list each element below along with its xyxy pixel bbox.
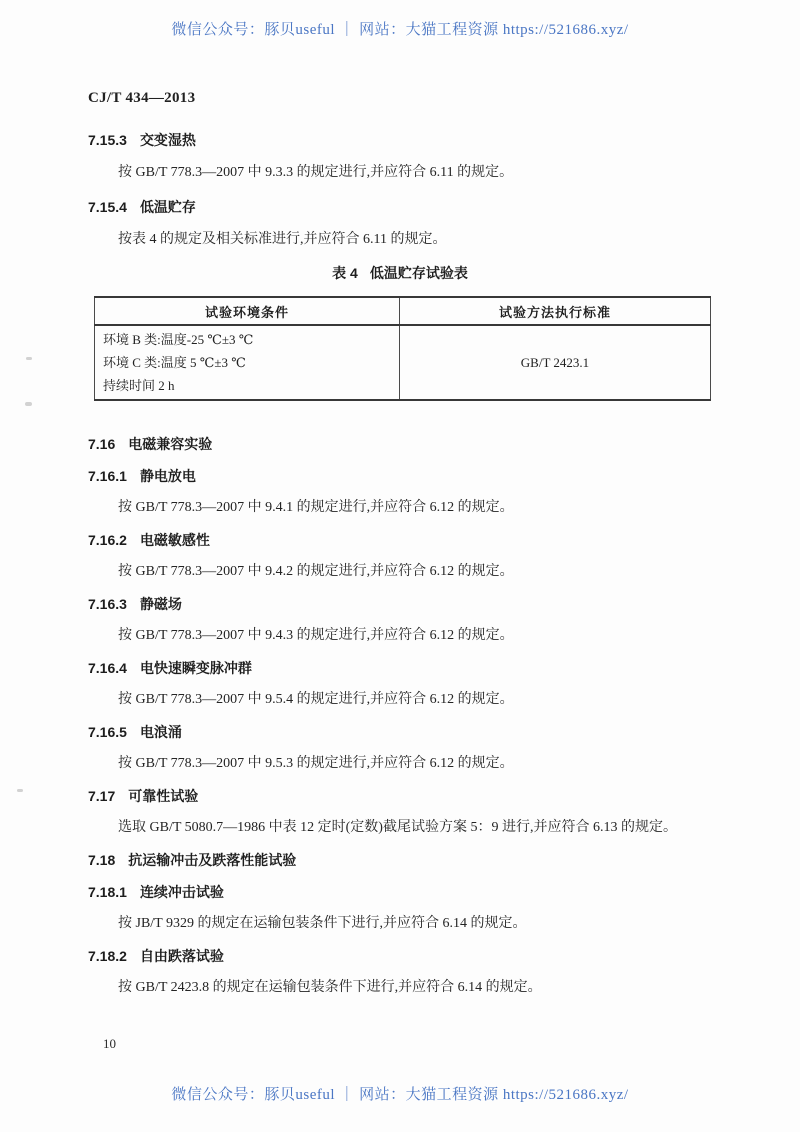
section-number: 7.16.2 [88, 532, 127, 548]
section-heading-7-16-3 [88, 595, 712, 613]
section-title: 电快速瞬变脉冲群 [139, 660, 252, 676]
section-number: 7.17 [88, 788, 116, 804]
section-title: 抗运输冲击及跌落性能试验 [128, 852, 297, 868]
body-paragraph: 选取 GB/T 5080.7—1986 中表 12 定时(定数)截尾试验方案 5：9 进行,并应符合 6.13 的规定。 [118, 820, 677, 835]
scan-artifact [25, 402, 32, 406]
section-title: 电浪涌 [139, 724, 182, 740]
section-heading-7-17 [88, 787, 712, 805]
section-heading-7-18-2 [88, 947, 712, 965]
section-heading-7-18-1 [88, 883, 712, 901]
low-temp-storage-test-table [94, 296, 711, 401]
body-paragraph: 按 GB/T 778.3—2007 中 9.4.3 的规定进行,并应符合 6.12 的规定。 [118, 628, 514, 643]
condition-line: 持续时间 2 h [103, 378, 175, 393]
section-heading-7-16-1 [88, 467, 712, 485]
section-heading-7-15-4 [88, 198, 712, 216]
section-number: 7.16.5 [88, 724, 127, 740]
section-number: 7.18 [88, 852, 116, 868]
section-heading-7-18 [88, 851, 712, 869]
standard-cell: GB/T 2423.1 [400, 325, 711, 400]
section-number: 7.15.4 [88, 199, 127, 215]
body-paragraph: 按表 4 的规定及相关标准进行,并应符合 6.11 的规定。 [118, 232, 447, 247]
table-caption [88, 263, 712, 283]
section-number: 7.16.3 [88, 596, 127, 612]
column-header-standard: 试验方法执行标准 [400, 297, 711, 325]
body-paragraph: 按 GB/T 2423.8 的规定在运输包装条件下进行,并应符合 6.14 的规定。 [118, 980, 542, 995]
page-number: 10 [103, 1036, 116, 1051]
body-paragraph: 按 GB/T 778.3—2007 中 9.3.3 的规定进行,并应符合 6.11 的规定。 [118, 165, 514, 180]
section-title: 静电放电 [139, 468, 196, 484]
scan-artifact [17, 789, 23, 792]
section-title: 自由跌落试验 [139, 948, 224, 964]
condition-line: 环境 C 类:温度 5 ℃±3 ℃ [103, 355, 246, 370]
table-header-row [95, 297, 711, 325]
standard-number: CJ/T 434—2013 [88, 90, 196, 106]
section-number: 7.16.1 [88, 468, 127, 484]
section-heading-7-15-3 [88, 131, 712, 149]
watermark-top: 微信公众号：豚贝useful ｜ 网站：大猫工程资源 https://521686.xyz/ [171, 22, 629, 38]
section-heading-7-16-2 [88, 531, 712, 549]
section-title: 静磁场 [139, 596, 182, 612]
body-paragraph: 按 JB/T 9329 的规定在运输包装条件下进行,并应符合 6.14 的规定。 [118, 916, 527, 931]
page-content [88, 90, 712, 997]
section-title: 可靠性试验 [128, 788, 199, 804]
section-title: 交变湿热 [139, 132, 196, 148]
section-number: 7.18.2 [88, 948, 127, 964]
section-number: 7.16.4 [88, 660, 127, 676]
section-title: 电磁兼容实验 [128, 436, 213, 452]
section-heading-7-16-5 [88, 723, 712, 741]
body-paragraph: 按 GB/T 778.3—2007 中 9.4.2 的规定进行,并应符合 6.12 的规定。 [118, 564, 514, 579]
watermark-bottom: 微信公众号：豚贝useful ｜ 网站：大猫工程资源 https://521686.xyz/ [171, 1087, 629, 1103]
section-title: 电磁敏感性 [139, 532, 210, 548]
section-number: 7.15.3 [88, 132, 127, 148]
body-paragraph: 按 GB/T 778.3—2007 中 9.5.3 的规定进行,并应符合 6.12 的规定。 [118, 756, 514, 771]
table-caption-title: 低温贮存试验表 [369, 265, 468, 281]
body-paragraph: 按 GB/T 778.3—2007 中 9.4.1 的规定进行,并应符合 6.12 的规定。 [118, 500, 514, 515]
section-heading-7-16 [88, 435, 712, 453]
condition-line: 环境 B 类:温度-25 ℃±3 ℃ [103, 332, 254, 347]
section-title: 低温贮存 [139, 199, 196, 215]
section-title: 连续冲击试验 [139, 884, 224, 900]
section-number: 7.18.1 [88, 884, 127, 900]
section-number: 7.16 [88, 436, 116, 452]
scan-artifact [26, 357, 32, 360]
table-caption-number: 表 4 [332, 265, 358, 281]
column-header-environment: 试验环境条件 [95, 297, 400, 325]
section-heading-7-16-4 [88, 659, 712, 677]
environment-conditions-cell [95, 325, 400, 400]
table-row [95, 325, 711, 400]
body-paragraph: 按 GB/T 778.3—2007 中 9.5.4 的规定进行,并应符合 6.12 的规定。 [118, 692, 514, 707]
